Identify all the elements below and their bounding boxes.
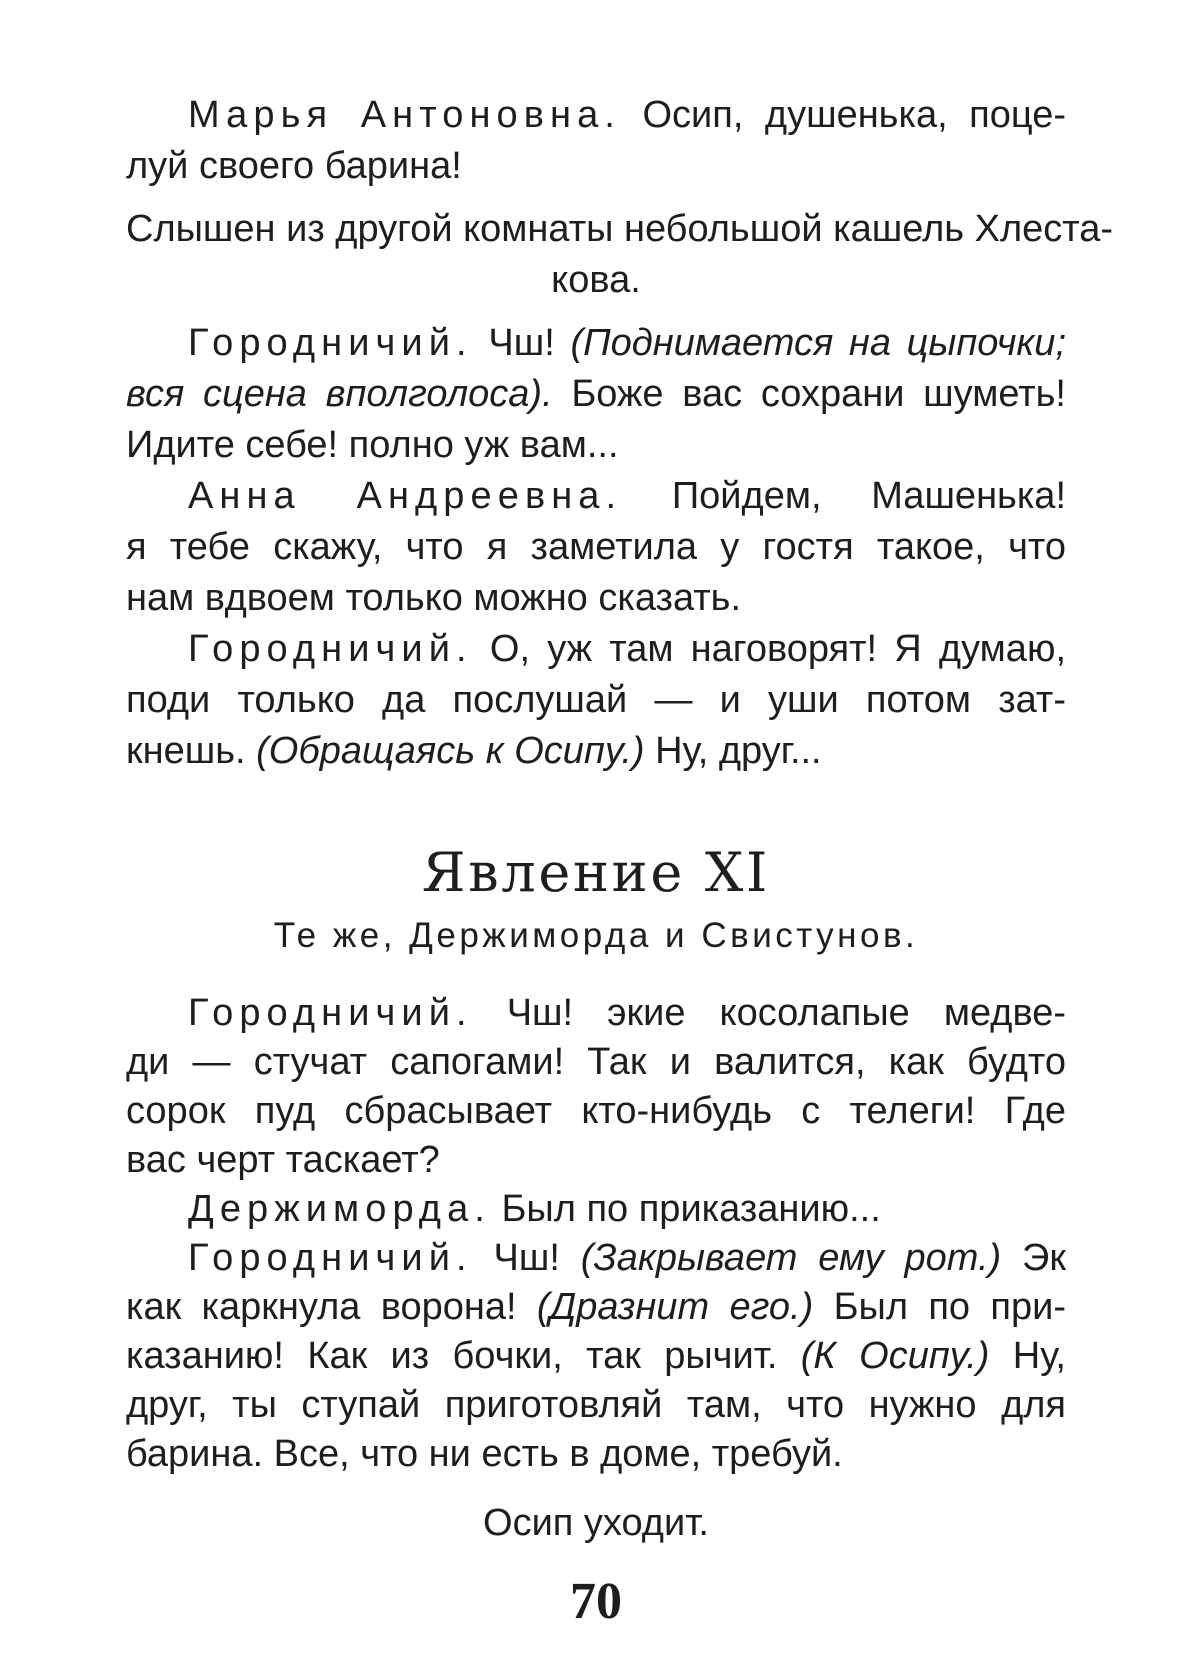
speech-text: Чш! (472, 322, 571, 364)
speech-gorodnichiy-3 (126, 989, 1066, 1185)
speech-gorodnichiy-4 (126, 1234, 1066, 1479)
speech-text: друг, ты ступай приготовляй там, что нужно для (126, 1384, 1066, 1426)
speech-text: Был по при- (813, 1286, 1066, 1328)
speech-text: Боже вас сохрани шуметь! (552, 373, 1066, 415)
character-name: Марья Антоновна. (188, 94, 621, 136)
character-name: Анна Андреевна. (188, 475, 623, 517)
text-line (126, 624, 1066, 675)
speech-text: Слышен из другой комнаты небольшой кашель Хлеста- (126, 208, 1114, 250)
text-line (126, 90, 1066, 141)
text-line (126, 1185, 1066, 1234)
speech-gorodnichiy-2 (126, 624, 1066, 777)
text-line (126, 1499, 1066, 1548)
page-number: 70 (570, 1573, 622, 1630)
text-line (126, 573, 1066, 624)
speech-text: кова. (551, 259, 641, 301)
text-line (126, 522, 1066, 573)
speech-text: Чш! экие косолапые медве- (472, 992, 1066, 1034)
text-line (126, 1430, 1066, 1479)
inline-stage-direction: (Поднимается на цыпочки; (570, 322, 1066, 364)
text-line (126, 255, 1066, 306)
speech-anna-andreevna (126, 471, 1066, 624)
speech-text: поди только да послушай — и уши потом зат- (126, 679, 1066, 721)
text-line (126, 1283, 1066, 1332)
speech-text: луй своего барина! (126, 145, 462, 187)
character-name: Городничий. (188, 322, 473, 364)
scene-heading (126, 835, 1066, 911)
text-line (126, 1332, 1066, 1381)
speech-text: я тебе скажу, что я заметила у гостя такое, что (126, 526, 1066, 568)
character-name: Держиморда. (188, 1188, 491, 1230)
text-line (126, 911, 1066, 961)
text-line (126, 141, 1066, 192)
character-name: Городничий. (188, 628, 473, 670)
stage-direction-exit (126, 1499, 1066, 1548)
character-name: Городничий. (188, 992, 473, 1034)
speech-text: Эк (1001, 1237, 1066, 1279)
speech-text: нам вдвоем только можно сказать. (126, 577, 742, 619)
text-line (126, 989, 1066, 1038)
text-line (126, 1381, 1066, 1430)
speech-text: Ну, друг... (644, 730, 822, 772)
speech-text: Идите себе! полно уж вам... (126, 424, 619, 466)
speech-text: сорок пуд сбрасывает кто-нибудь с телеги! Где (126, 1090, 1066, 1132)
scene-characters-list (126, 911, 1066, 961)
speech-derzhimorda (126, 1185, 1066, 1234)
speech-text: ди — стучат сапогами! Так и валится, как будто (126, 1041, 1066, 1083)
stage-direction-cough (126, 204, 1114, 306)
text-line (126, 420, 1066, 471)
speech-text: Явление XI (421, 841, 771, 904)
speech-text: барина. Все, что ни есть в доме, требуй. (126, 1433, 843, 1475)
text-line (126, 1136, 1066, 1185)
inline-stage-direction: (Обращаясь к Осипу.) (256, 730, 645, 772)
speech-text: казанию! Как из бочки, так рычит. (126, 1335, 801, 1377)
text-line (126, 675, 1066, 726)
speech-text: Пойдем, Машенька! (622, 475, 1066, 517)
inline-stage-direction: (К Осипу.) (800, 1335, 990, 1377)
page-footer (126, 1572, 1066, 1632)
page-body (126, 90, 1114, 1548)
speech-text: Был по приказанию... (490, 1188, 881, 1230)
inline-stage-direction: (Закрывает ему рот.) (580, 1237, 1002, 1279)
text-line (126, 471, 1066, 522)
text-line (126, 726, 1066, 777)
speech-text: вас черт таскает? (126, 1139, 440, 1181)
inline-stage-direction: (Дразнит его.) (536, 1286, 814, 1328)
speech-text: кнешь. (126, 730, 257, 772)
text-line (126, 1234, 1066, 1283)
text-line (126, 318, 1066, 369)
text-line (126, 369, 1066, 420)
text-line (126, 204, 1114, 255)
character-name: Городничий. (188, 1237, 473, 1279)
speech-marya-antonovna (126, 90, 1066, 192)
speech-text: Ну, (989, 1335, 1066, 1377)
speech-text: Осип уходит. (483, 1502, 709, 1544)
speech-text: как каркнула ворона! (126, 1286, 537, 1328)
speech-text: Те же, Держиморда и Свистунов. (273, 916, 919, 955)
speech-text: Осип, душенька, поце- (620, 94, 1066, 136)
text-line (126, 1038, 1066, 1087)
text-line (126, 835, 1066, 911)
speech-gorodnichiy-1 (126, 318, 1066, 471)
speech-text: О, уж там наговорят! Я думаю, (472, 628, 1066, 670)
inline-stage-direction: вся сцена вполголоса). (126, 373, 553, 415)
speech-text: Чш! (472, 1237, 581, 1279)
text-line (126, 1087, 1066, 1136)
